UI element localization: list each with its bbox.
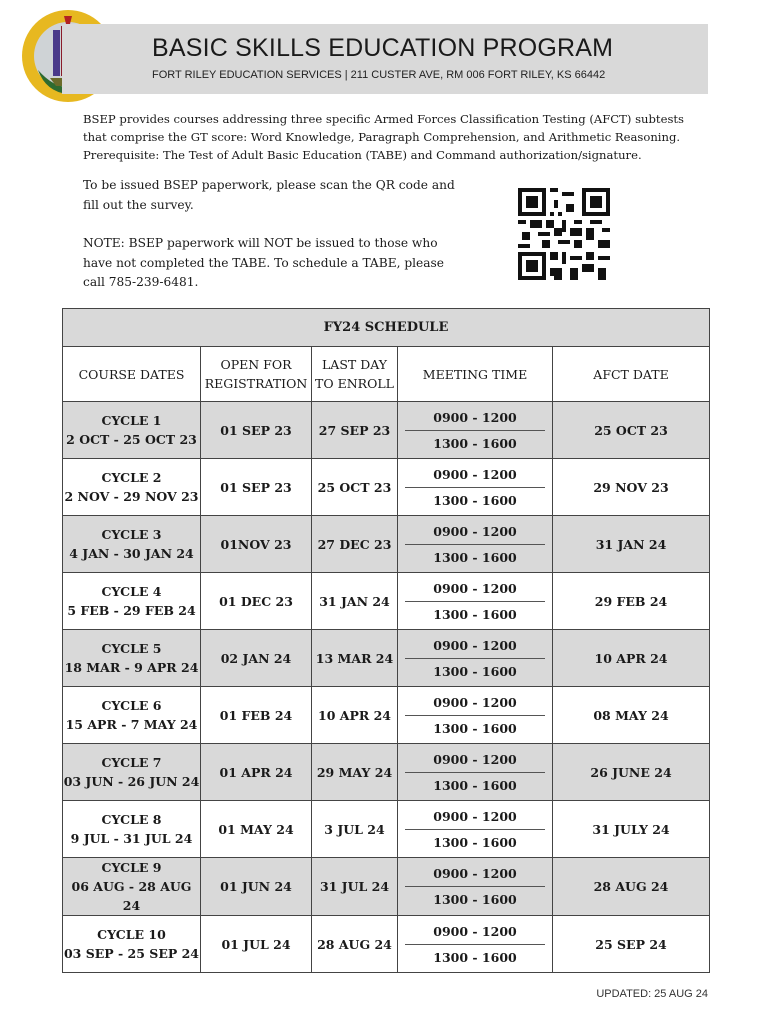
col-course-dates: COURSE DATES — [63, 347, 201, 402]
meeting-time-cell — [398, 916, 553, 973]
cycle-label: CYCLE 3 — [101, 527, 162, 542]
cycle-label: CYCLE 10 — [97, 927, 166, 942]
morning-time: 0900 - 1200 — [405, 693, 545, 716]
afternoon-time: 1300 - 1600 — [433, 606, 517, 622]
open-registration-cell: 01 JUN 24 — [201, 858, 312, 916]
cycle-dates: 2 NOV - 29 NOV 23 — [64, 489, 199, 504]
cycle-dates: 18 MAR - 9 APR 24 — [64, 660, 199, 675]
afct-date-cell: 26 JUNE 24 — [553, 744, 710, 801]
col-open-line: REGISTRATION — [204, 376, 308, 391]
meeting-time-cell — [398, 858, 553, 916]
intro-paragraph — [83, 110, 693, 164]
afternoon-time: 1300 - 1600 — [433, 663, 517, 679]
table-row — [63, 402, 710, 459]
afternoon-time: 1300 - 1600 — [433, 777, 517, 793]
open-registration-cell: 01NOV 23 — [201, 516, 312, 573]
meeting-time-cell — [398, 801, 553, 858]
table-row — [63, 801, 710, 858]
tabe-note — [83, 234, 493, 293]
course-dates-cell — [63, 687, 201, 744]
course-dates-cell — [63, 573, 201, 630]
afct-date-cell: 31 JAN 24 — [553, 516, 710, 573]
last-day-cell: 31 JUL 24 — [312, 858, 398, 916]
afternoon-time: 1300 - 1600 — [433, 492, 517, 508]
course-dates-cell — [63, 858, 201, 916]
last-day-cell: 13 MAR 24 — [312, 630, 398, 687]
meeting-time-cell — [398, 630, 553, 687]
afct-date-cell: 28 AUG 24 — [553, 858, 710, 916]
open-registration-cell: 01 APR 24 — [201, 744, 312, 801]
last-day-cell: 29 MAY 24 — [312, 744, 398, 801]
note-line: NOTE: BSEP paperwork will NOT be issued to those who — [83, 236, 438, 250]
morning-time: 0900 - 1200 — [405, 864, 545, 887]
schedule-title: FY24 SCHEDULE — [63, 309, 710, 347]
last-day-cell: 27 SEP 23 — [312, 402, 398, 459]
last-day-cell: 25 OCT 23 — [312, 459, 398, 516]
table-row — [63, 573, 710, 630]
scan-line: To be issued BSEP paperwork, please scan the QR code and — [83, 178, 455, 192]
intro-line: that comprise the GT score: Word Knowledge, Paragraph Comprehension, and Arithmetic Reasoning. — [83, 130, 681, 144]
page-title: BASIC SKILLS EDUCATION PROGRAM — [152, 34, 614, 62]
afternoon-time: 1300 - 1600 — [433, 435, 517, 451]
afct-date-cell: 31 JULY 24 — [553, 801, 710, 858]
meeting-time-cell — [398, 516, 553, 573]
afternoon-time: 1300 - 1600 — [433, 549, 517, 565]
last-day-cell: 3 JUL 24 — [312, 801, 398, 858]
table-row — [63, 516, 710, 573]
cycle-dates: 4 JAN - 30 JAN 24 — [69, 546, 194, 561]
meeting-time-cell — [398, 459, 553, 516]
fy24-schedule-table — [62, 308, 710, 973]
cycle-dates: 15 APR - 7 MAY 24 — [65, 717, 198, 732]
col-open-line: OPEN FOR — [220, 357, 292, 372]
cycle-label: CYCLE 6 — [101, 698, 162, 713]
col-open-registration — [201, 347, 312, 402]
last-day-cell: 28 AUG 24 — [312, 916, 398, 973]
morning-time: 0900 - 1200 — [405, 522, 545, 545]
cycle-dates: 03 SEP - 25 SEP 24 — [63, 946, 200, 961]
col-last-line: LAST DAY — [322, 357, 387, 372]
course-dates-cell — [63, 744, 201, 801]
table-row — [63, 630, 710, 687]
cycle-label: CYCLE 7 — [101, 755, 162, 770]
morning-time: 0900 - 1200 — [405, 750, 545, 773]
cycle-label: CYCLE 9 — [101, 860, 162, 875]
table-row — [63, 916, 710, 973]
course-dates-cell — [63, 630, 201, 687]
afct-date-cell: 08 MAY 24 — [553, 687, 710, 744]
open-registration-cell: 01 DEC 23 — [201, 573, 312, 630]
cycle-label: CYCLE 2 — [101, 470, 162, 485]
cycle-label: CYCLE 8 — [101, 812, 162, 827]
scan-instructions — [83, 176, 493, 215]
table-row — [63, 858, 710, 916]
open-registration-cell: 02 JAN 24 — [201, 630, 312, 687]
afct-date-cell: 25 OCT 23 — [553, 402, 710, 459]
open-registration-cell: 01 SEP 23 — [201, 402, 312, 459]
table-row — [63, 459, 710, 516]
cycle-dates: 9 JUL - 31 JUL 24 — [70, 831, 193, 846]
cycle-dates: 5 FEB - 29 FEB 24 — [67, 603, 196, 618]
open-registration-cell: 01 MAY 24 — [201, 801, 312, 858]
scan-line: fill out the survey. — [83, 197, 194, 212]
afct-date-cell: 10 APR 24 — [553, 630, 710, 687]
last-day-cell: 27 DEC 23 — [312, 516, 398, 573]
cycle-label: CYCLE 4 — [101, 584, 162, 599]
cycle-label: CYCLE 1 — [101, 413, 162, 428]
note-line: have not completed the TABE. To schedule a TABE, please — [83, 255, 444, 270]
morning-time: 0900 - 1200 — [405, 579, 545, 602]
morning-time: 0900 - 1200 — [405, 922, 545, 945]
note-line: call 785-239-6481. — [83, 275, 199, 289]
afct-date-cell: 29 NOV 23 — [553, 459, 710, 516]
cycle-label: CYCLE 5 — [101, 641, 162, 656]
morning-time: 0900 - 1200 — [405, 807, 545, 830]
afct-date-cell: 29 FEB 24 — [553, 573, 710, 630]
cycle-dates: 03 JUN - 26 JUN 24 — [63, 774, 200, 789]
meeting-time-cell — [398, 744, 553, 801]
open-registration-cell: 01 FEB 24 — [201, 687, 312, 744]
col-afct-date: AFCT DATE — [553, 347, 710, 402]
afct-date-cell: 25 SEP 24 — [553, 916, 710, 973]
intro-line: Prerequisite: The Test of Adult Basic Education (TABE) and Command authorization/signature. — [83, 148, 642, 162]
course-dates-cell — [63, 402, 201, 459]
morning-time: 0900 - 1200 — [405, 465, 545, 488]
course-dates-cell — [63, 459, 201, 516]
afternoon-time: 1300 - 1600 — [433, 834, 517, 850]
course-dates-cell — [63, 916, 201, 973]
qr-code-icon[interactable] — [518, 188, 610, 280]
table-row — [63, 744, 710, 801]
column-header-row — [63, 347, 710, 402]
morning-time: 0900 - 1200 — [405, 636, 545, 659]
col-last-line: TO ENROLL — [315, 376, 394, 391]
morning-time: 0900 - 1200 — [405, 408, 545, 431]
open-registration-cell: 01 SEP 23 — [201, 459, 312, 516]
address-subtitle: FORT RILEY EDUCATION SERVICES | 211 CUSTER AVE, RM 006 FORT RILEY, KS 66442 — [152, 69, 606, 81]
meeting-time-cell — [398, 687, 553, 744]
cycle-dates: 2 OCT - 25 OCT 23 — [66, 432, 197, 447]
meeting-time-cell — [398, 402, 553, 459]
col-meeting-time: MEETING TIME — [398, 347, 553, 402]
course-dates-cell — [63, 801, 201, 858]
table-row — [63, 687, 710, 744]
intro-line: BSEP provides courses addressing three specific Armed Forces Classification Testing (AFCT) subtests — [83, 112, 685, 126]
meeting-time-cell — [398, 573, 553, 630]
afternoon-time: 1300 - 1600 — [433, 949, 517, 965]
course-dates-cell — [63, 516, 201, 573]
col-last-day — [312, 347, 398, 402]
afternoon-time: 1300 - 1600 — [433, 720, 517, 736]
updated-date: UPDATED: 25 AUG 24 — [596, 988, 708, 1000]
last-day-cell: 31 JAN 24 — [312, 573, 398, 630]
afternoon-time: 1300 - 1600 — [433, 892, 517, 907]
cycle-dates: 06 AUG - 28 AUG 24 — [71, 879, 192, 913]
last-day-cell: 10 APR 24 — [312, 687, 398, 744]
open-registration-cell: 01 JUL 24 — [201, 916, 312, 973]
